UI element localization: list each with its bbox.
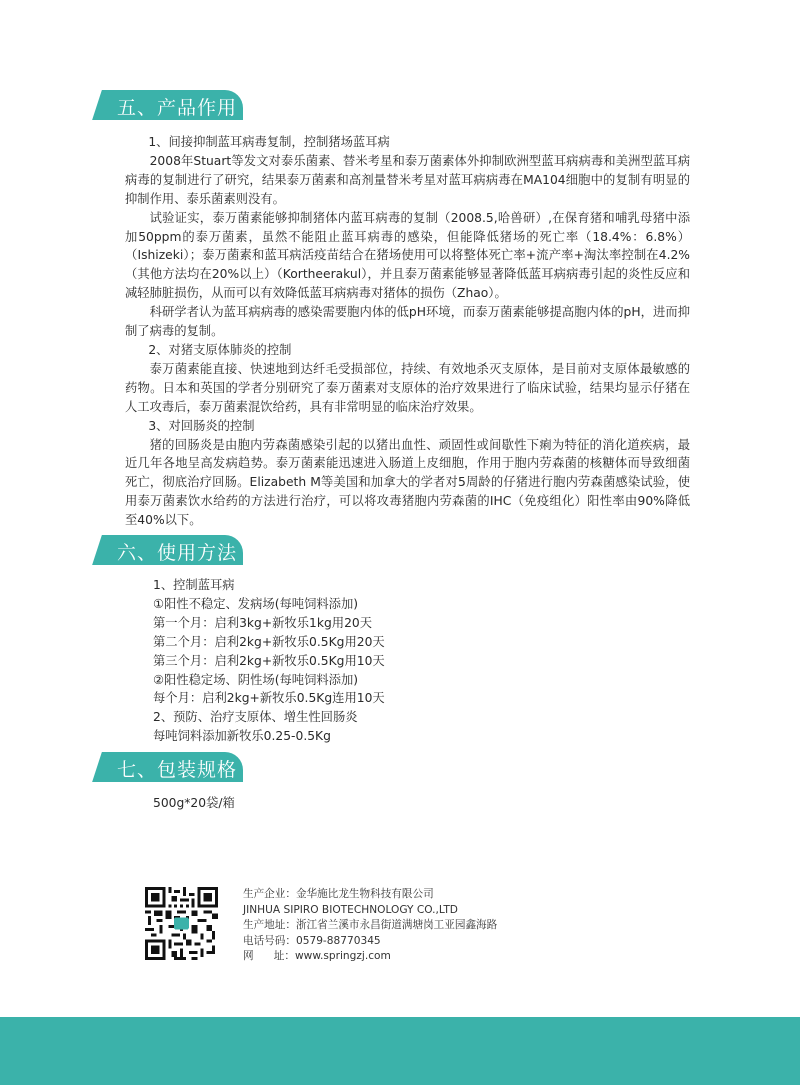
usage-line: 每个月：启利2kg+新牧乐0.5Kg连用10天: [153, 691, 385, 706]
company-english-name: JINHUA SIPIRO BIOTECHNOLOGY CO.,LTD: [243, 903, 458, 916]
effect-paragraph-3: 科研学者认为蓝耳病病毒的感染需要胞内体的低pH环境，而泰万菌素能够提高胞内体的pH，进而抑制了病毒的复制。: [125, 305, 690, 339]
section-header-usage: [103, 535, 243, 565]
effect-paragraph-4: 泰万菌素能直接、快速地到达纤毛受损部位，持续、有效地杀灭支原体，是目前对支原体最敏感的药物。日本和英国的学者分别研究了泰万菌素对支原体的治疗效果进行了临床试验，结果均显示仔猪在人工攻毒后，泰万菌素混饮给药，具有非常明显的临床治疗效果。: [125, 361, 690, 414]
usage-line: 第一个月：启利3kg+新牧乐1kg用20天: [153, 615, 373, 630]
packaging-spec: 500g*20袋/箱: [153, 796, 235, 810]
company-website: 网 址：www.springzj.com: [243, 950, 391, 962]
footer-band: [0, 1017, 800, 1085]
usage-list: [153, 576, 385, 746]
section-header-packaging: [103, 752, 243, 782]
usage-line: 每吨饲料添加新牧乐0.25-0.5Kg: [153, 729, 331, 744]
effect-heading-3: 3、对回肠炎的控制: [148, 418, 255, 433]
company-info: [243, 887, 497, 965]
company-address: 生产地址：浙江省兰溪市永昌街道满塘岗工亚园鑫海路: [243, 919, 498, 931]
company-phone: 电话号码：0579-88770345: [243, 934, 381, 947]
effect-paragraph-5: 猪的回肠炎是由胞内劳森菌感染引起的以猪出血性、顽固性或间歇性下痢为特征的消化道疾病，最近几年各地呈高发病趋势。泰万菌素能迅速进入肠道上皮细胞，作用于胞内劳森菌的核糖体而导致细菌死亡，彻底治疗回肠。Elizabeth M等美国和加拿大的学者对5周龄的仔猪进行胞内劳森菌感染试验，使用泰万菌素饮水给药的方法进行治疗，可以将攻毒猪胞内劳森菌的IHC（免疫组化）阳性率由90%降低至40%以下。: [125, 437, 690, 528]
usage-line: 2、预防、治疗支原体、增生性回肠炎: [153, 710, 358, 725]
section-header-product-effects: [103, 90, 243, 120]
usage-line: 1、控制蓝耳病: [153, 578, 235, 592]
effect-heading-2: 2、对猪支原体肺炎的控制: [148, 342, 292, 357]
usage-line: 第二个月：启利2kg+新牧乐0.5Kg用20天: [153, 634, 385, 649]
section-title: 六、使用方法: [117, 542, 238, 564]
effect-paragraph-2: 试验证实，泰万菌素能够抑制猪体内蓝耳病毒的复制（2008.5,哈兽研）,在保育猪和哺乳母猪中添加50ppm的泰万菌素，虽然不能阻止蓝耳病毒的感染，但能降低猪场的死亡率（18.4%：6.8%）（Ishizeki）；泰万菌素和蓝耳病活疫苗结合在猪场使用可以将整体死亡率+流产率+淘汰率控制在4.2%（其他方法均在20%以上）（Kortheerakul），并且泰万菌素能够显著降低蓝耳病病毒引起的炎性反应和减轻肺脏损伤，从而可以有效降低蓝耳病病毒对猪体的损伤（Zhao）。: [125, 210, 690, 301]
product-effects-body: [125, 133, 690, 530]
usage-line: 第三个月：启利2kg+新牧乐0.5Kg用10天: [153, 653, 385, 668]
section-title: 七、包装规格: [117, 759, 238, 781]
usage-line: ②阳性稳定场、阴性场(每吨饲料添加): [153, 672, 359, 687]
qr-code-icon: [145, 887, 218, 960]
section-title: 五、产品作用: [117, 97, 238, 119]
usage-line: ①阳性不稳定、发病场(每吨饲料添加): [153, 596, 359, 611]
effect-paragraph-1: 2008年Stuart等发文对泰乐菌素、替米考星和泰万菌素体外抑制欧洲型蓝耳病病毒和美洲型蓝耳病病毒的复制进行了研究，结果泰万菌素和高剂量替米考星对蓝耳病病毒在MA104细胞中的复制有明显的抑制作用、泰乐菌素则没有。: [125, 153, 690, 206]
company-producer: 生产企业：金华施比龙生物科技有限公司: [243, 888, 434, 900]
effect-heading-1: 1、间接抑制蓝耳病毒复制，控制猪场蓝耳病: [148, 135, 390, 149]
